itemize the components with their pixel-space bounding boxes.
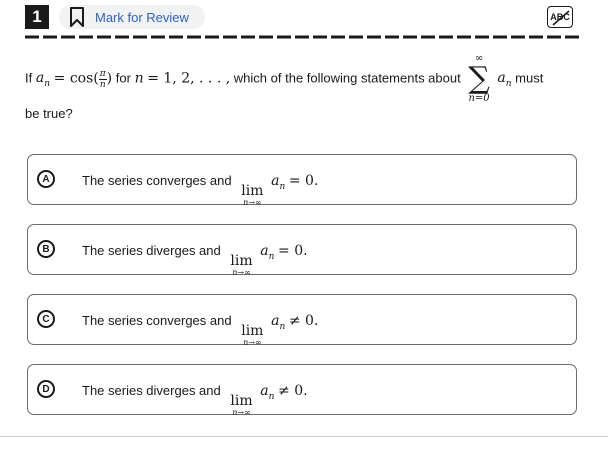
pi-over-n-fraction: $\frac{\pi}{n}$ xyxy=(99,68,106,90)
header-divider xyxy=(25,35,580,39)
choice-text-d: The series diverges and lim n→∞ $a_n \ne 0$. xyxy=(82,383,308,417)
question-stem: If $a_n = \cos$( $\frac{\pi}{n}$ ) for n = 1, 2, . . . , which of the following statements about ∞ ∑ n=0 $a_n$ must xyxy=(25,53,544,104)
abc-strike-icon: ABC xyxy=(550,12,570,22)
question-header xyxy=(0,0,608,34)
mark-for-review-button[interactable] xyxy=(59,5,205,29)
choice-letter-d: D xyxy=(37,380,55,398)
answer-choice-d[interactable] xyxy=(27,364,577,415)
mark-for-review-label: Mark for Review xyxy=(95,9,189,25)
choice-letter-a: A xyxy=(37,170,55,188)
answer-choice-a[interactable] xyxy=(27,154,577,205)
choice-letter-c: C xyxy=(37,310,55,328)
choice-letter-b: B xyxy=(37,240,55,258)
question-stem-line2: be true? xyxy=(25,106,73,121)
choice-text-b: The series diverges and lim n→∞ $a_n = 0$. xyxy=(82,243,308,277)
bookmark-icon xyxy=(69,7,85,27)
strike-line-icon xyxy=(548,7,574,29)
answer-eliminator-button[interactable] xyxy=(547,6,573,28)
choice-text-a: The series converges and lim n→∞ $a_n = 0$. xyxy=(82,173,319,207)
answer-choice-b[interactable] xyxy=(27,224,577,275)
answer-choice-c[interactable] xyxy=(27,294,577,345)
question-number: 1 xyxy=(25,5,49,29)
bottom-divider xyxy=(0,436,608,437)
choice-text-c: The series converges and lim n→∞ $a_n \ne 0$. xyxy=(82,313,319,347)
summation-symbol: ∞ ∑ n=0 xyxy=(468,53,490,104)
